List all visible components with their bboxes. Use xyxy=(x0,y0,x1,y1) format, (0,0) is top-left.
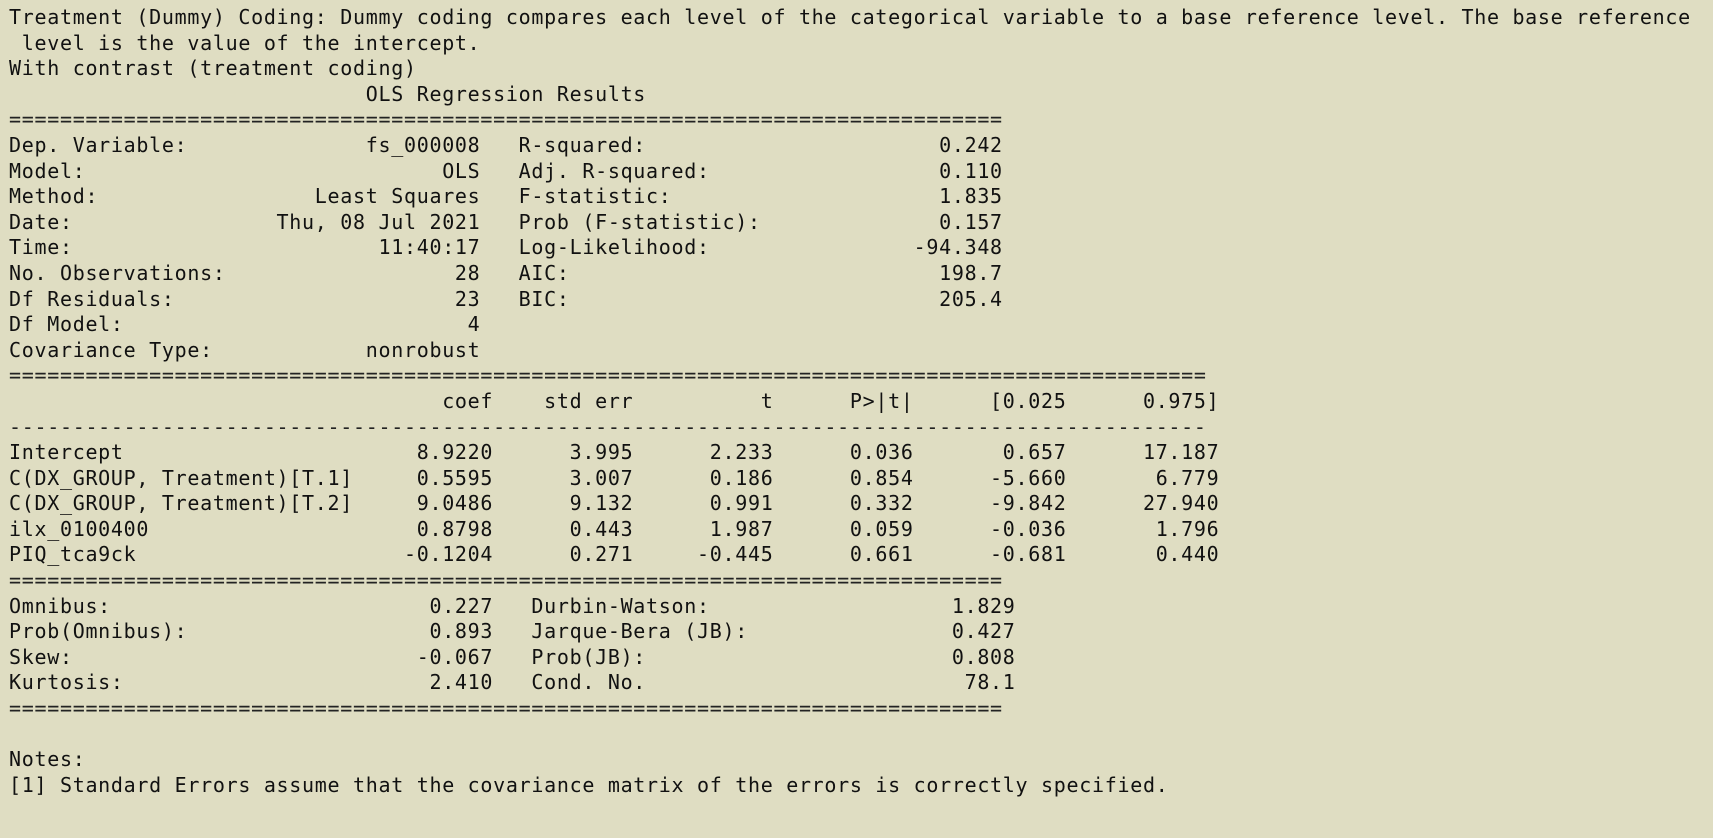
summary-row: Covariance Type: nonrobust xyxy=(9,337,481,362)
note-text: [1] Standard Errors assume that the covariance matrix of the errors is correctly specified. xyxy=(9,772,1169,797)
summary-row: Dep. Variable: fs_000008 R-squared: 0.242 xyxy=(9,132,1003,157)
double-rule: ============================================================================================== xyxy=(9,363,1207,388)
summary-row: Model: OLS Adj. R-squared: 0.110 xyxy=(9,158,1003,183)
diag-row: Skew: -0.067 Prob(JB): 0.808 xyxy=(9,644,1016,669)
coef-row: C(DX_GROUP, Treatment)[T.2] 9.0486 9.132 0.991 0.332 -9.842 27.940 xyxy=(9,491,1220,516)
summary-row: Df Residuals: 23 BIC: 205.4 xyxy=(9,286,1003,311)
diag-row: Omnibus: 0.227 Durbin-Watson: 1.829 xyxy=(9,593,1016,618)
blank-line xyxy=(9,722,1713,748)
summary-row: Method: Least Squares F-statistic: 1.835 xyxy=(9,184,1003,209)
double-rule: ============================================================================== xyxy=(9,696,1003,721)
coef-row: C(DX_GROUP, Treatment)[T.1] 0.5595 3.007 0.186 0.854 -5.660 6.779 xyxy=(9,465,1220,490)
double-rule: ============================================================================== xyxy=(9,107,1003,132)
diag-row: Prob(Omnibus): 0.893 Jarque-Bera (JB): 0.427 xyxy=(9,619,1016,644)
single-rule: ---------------------------------------------------------------------------------------------- xyxy=(9,414,1207,439)
diag-row: Kurtosis: 2.410 Cond. No. 78.1 xyxy=(9,670,1016,695)
summary-row: Df Model: 4 xyxy=(9,312,481,337)
double-rule: ============================================================================== xyxy=(9,568,1003,593)
coef-row: Intercept 8.9220 3.995 2.233 0.036 0.657 17.187 xyxy=(9,440,1220,465)
coef-row: ilx_0100400 0.8798 0.443 1.987 0.059 -0.036 1.796 xyxy=(9,516,1220,541)
summary-row: Time: 11:40:17 Log-Likelihood: -94.348 xyxy=(9,235,1003,260)
table-title: OLS Regression Results xyxy=(9,81,647,106)
notes-heading: Notes: xyxy=(9,747,86,772)
intro-line: Treatment (Dummy) Coding: Dummy coding compares each level of the categorical variable to a base reference level. The base reference xyxy=(9,5,1691,29)
intro-line: With contrast (treatment coding) xyxy=(9,56,417,81)
intro-line: level is the value of the intercept. xyxy=(9,30,481,55)
summary-row: Date: Thu, 08 Jul 2021 Prob (F-statistic): 0.157 xyxy=(9,209,1003,234)
coef-row: PIQ_tca9ck -0.1204 0.271 -0.445 0.661 -0.681 0.440 xyxy=(9,542,1220,567)
summary-row: No. Observations: 28 AIC: 198.7 xyxy=(9,260,1003,285)
coef-header: coef std err t P>|t| [0.025 0.975] xyxy=(9,388,1220,413)
